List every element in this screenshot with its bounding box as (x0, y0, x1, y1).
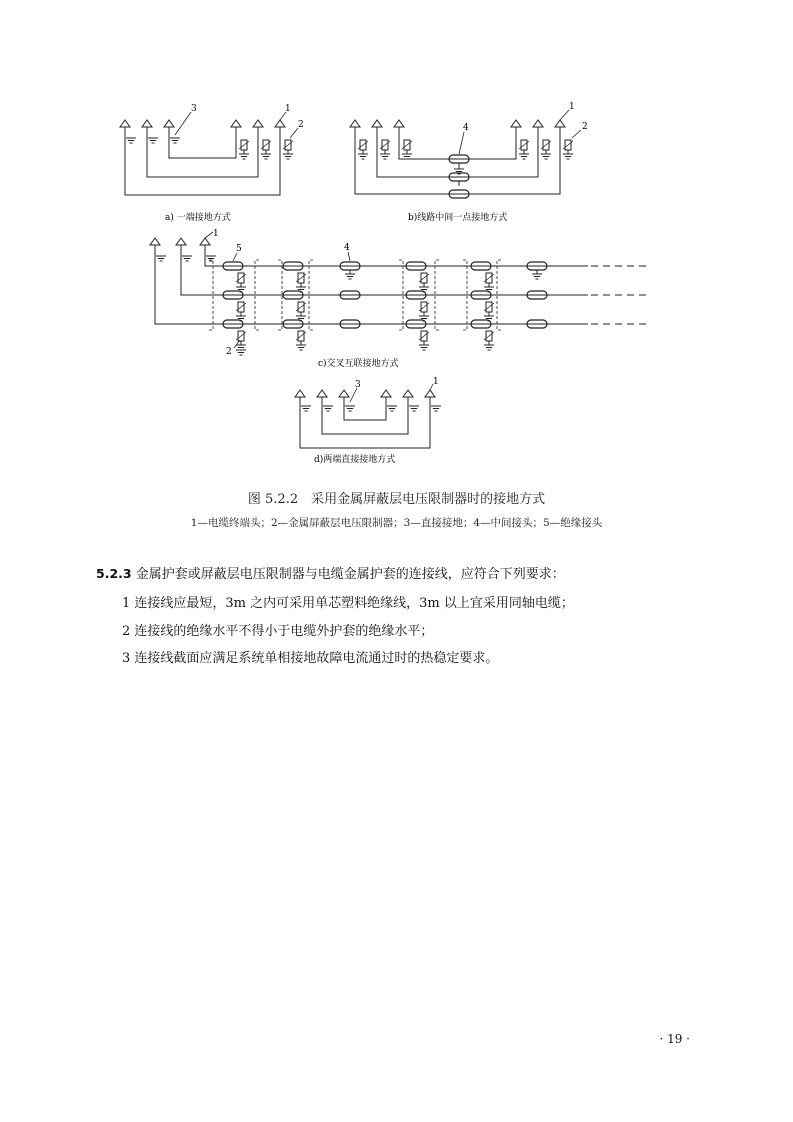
label-2-c: 2 (226, 347, 232, 357)
clause-item-3: 3 连接线截面应满足系统单相接地故障电流通过时的热稳定要求。 (122, 651, 499, 666)
label-2-a: 2 (298, 120, 304, 130)
grounding-diagram (113, 90, 678, 480)
label-1-a: 1 (285, 104, 291, 114)
diagram-c (150, 229, 648, 369)
clause-number: 5.2.3 (96, 566, 132, 581)
grounding-figure (113, 90, 678, 480)
label-1-c: 1 (213, 229, 219, 239)
subcaption-d: d)两端直接接地方式 (314, 455, 396, 465)
figure-legend: 1—电缆终端头；2—金属屏蔽层电压限制器；3—直接接地；4—中间接头；5—绝缘接头 (190, 517, 603, 529)
subcaption-a: a) 一端接地方式 (165, 213, 231, 223)
label-3-d: 3 (355, 380, 361, 390)
label-5-c: 5 (236, 244, 242, 254)
diagram-d (295, 377, 441, 465)
label-2-b: 2 (582, 122, 588, 132)
diagram-b (350, 102, 588, 223)
clause-item-2: 2 连接线的绝缘水平不得小于电缆外护套的绝缘水平； (122, 624, 434, 639)
figure-caption: 图 5.2.2 采用金属屏蔽层电压限制器时的接地方式 (247, 492, 546, 507)
subcaption-b: b)线路中间一点接地方式 (408, 213, 508, 223)
label-3-a: 3 (191, 104, 197, 114)
label-4-b: 4 (463, 123, 469, 133)
diagram-a (120, 104, 304, 223)
subcaption-c: c)交叉互联接地方式 (318, 359, 399, 369)
clause-5-2-3 (96, 563, 736, 582)
label-1-d: 1 (433, 377, 439, 387)
clause-item-1: 1 连接线应最短，3m 之内可采用单芯塑料绝缘线，3m 以上宜采用同轴电缆； (122, 596, 574, 611)
page-number: · 19 · (659, 1032, 690, 1046)
label-4-c: 4 (344, 243, 350, 253)
clause-text: 金属护套或屏蔽层电压限制器与电缆金属护套的连接线，应符合下列要求： (135, 567, 565, 582)
label-1-b: 1 (569, 102, 575, 112)
